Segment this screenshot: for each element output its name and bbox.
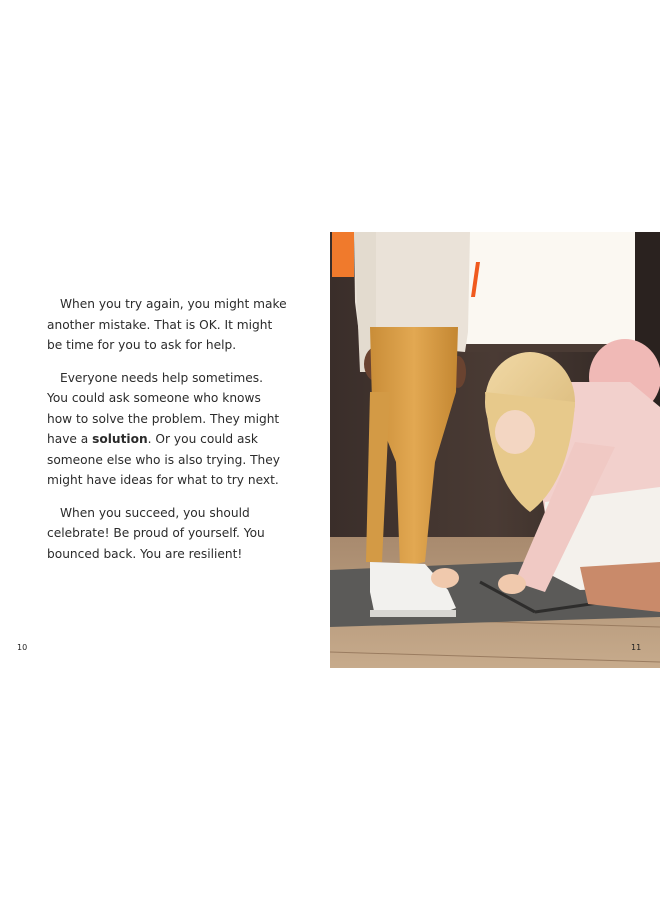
paragraph-2 (47, 368, 287, 491)
page-number-right: 11 (631, 643, 642, 652)
page-number-left: 10 (17, 643, 28, 652)
body-text (47, 294, 287, 576)
paragraph-1: When you try again, you might make another mistake. That is OK. It might be time for you to ask for help. (47, 297, 287, 352)
glossary-term-solution: solution (92, 432, 148, 446)
paragraph-3: When you succeed, you should celebrate! Be proud of yourself. You bounced back. You are resilient! (47, 505, 265, 561)
left-page (0, 232, 330, 668)
paragraph-2-end: . Or you could ask someone else who is also trying. They might have ideas for what to try next. (47, 432, 280, 487)
photo-child-tying-shoe (330, 232, 660, 668)
paragraph-2-start: Everyone needs help sometimes. You could ask someone who knows how to solve the problem. They might have a (47, 370, 280, 446)
